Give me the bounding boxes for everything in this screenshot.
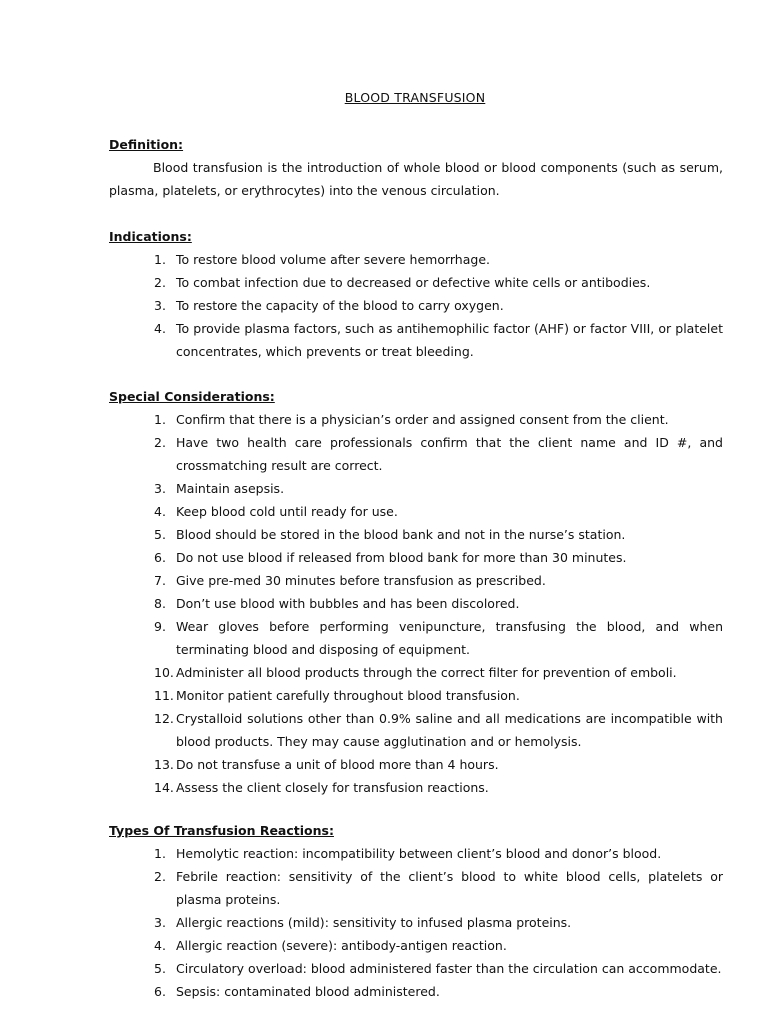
list-item-number: [109, 569, 176, 592]
list-item-number: [109, 477, 176, 500]
list-item: [109, 431, 723, 477]
list-item-number: [109, 408, 176, 431]
list-item: [109, 248, 723, 271]
list-item: [109, 592, 723, 615]
list-item: [109, 294, 723, 317]
document-title: BLOOD TRANSFUSION: [344, 90, 486, 105]
list-item-text: Have two health care professionals confirm that the client name and ID #, and crossmatching result are correct.: [176, 435, 723, 473]
list-item: [109, 408, 723, 431]
list-item-number: [109, 592, 176, 615]
list-item-number: [109, 684, 176, 707]
reactions-heading: Types Of Transfusion Reactions:: [109, 823, 334, 838]
list-item: [109, 317, 723, 363]
list-item-number: [109, 615, 176, 661]
list-item-number: [109, 431, 176, 477]
list-item-number-text: 8.: [154, 596, 166, 611]
list-item: [109, 776, 723, 799]
indications-section: [109, 225, 723, 363]
list-item: [109, 615, 723, 661]
list-item-text: Keep blood cold until ready for use.: [176, 504, 398, 519]
list-item-number: [109, 980, 176, 1003]
indications-list: [109, 248, 723, 363]
list-item-number: [109, 500, 176, 523]
list-item-number-text: 6.: [154, 550, 166, 565]
list-item-number-text: 1.: [154, 412, 166, 427]
list-item-number: [109, 776, 176, 799]
list-item-text: Don’t use blood with bubbles and has been discolored.: [176, 596, 520, 611]
list-item-number: [109, 934, 176, 957]
list-item-number: [109, 842, 176, 865]
list-item: [109, 911, 723, 934]
reactions-list: [109, 842, 723, 1003]
list-item-number: [109, 294, 176, 317]
list-item-number-text: 4.: [154, 938, 166, 953]
list-item-number: [109, 707, 176, 753]
list-item: [109, 477, 723, 500]
list-item-number: [109, 911, 176, 934]
list-item: [109, 753, 723, 776]
list-item: [109, 684, 723, 707]
list-item: [109, 271, 723, 294]
list-item: [109, 500, 723, 523]
list-item: [109, 661, 723, 684]
list-item-number-text: 2.: [154, 275, 166, 290]
list-item-number-text: 4.: [154, 321, 166, 336]
list-item-text: To provide plasma factors, such as antihemophilic factor (AHF) or factor VIII, or platelet concentrates, which prevents or treat bleeding.: [176, 321, 723, 359]
list-item-number: [109, 248, 176, 271]
list-item-number-text: 2.: [154, 435, 166, 450]
list-item: [109, 569, 723, 592]
list-item-number-text: 5.: [154, 961, 166, 976]
list-item-number: [109, 546, 176, 569]
list-item: [109, 957, 723, 980]
list-item-number-text: 5.: [154, 527, 166, 542]
list-item: [109, 546, 723, 569]
list-item-number-text: 7.: [154, 573, 166, 588]
list-item-text: To restore blood volume after severe hemorrhage.: [176, 252, 490, 267]
indications-heading: Indications:: [109, 229, 192, 244]
list-item: [109, 934, 723, 957]
list-item-text: Blood should be stored in the blood bank and not in the nurse’s station.: [176, 527, 626, 542]
list-item-number-text: 1.: [154, 252, 166, 267]
list-item: [109, 865, 723, 911]
list-item: [109, 980, 723, 1003]
considerations-list: [109, 408, 723, 799]
list-item-number-text: 2.: [154, 869, 166, 884]
list-item-text: Confirm that there is a physician’s order and assigned consent from the client.: [176, 412, 669, 427]
list-item-number-text: 10.: [154, 665, 174, 680]
list-item-number-text: 1.: [154, 846, 166, 861]
list-item-number: [109, 317, 176, 363]
list-item-number-text: 3.: [154, 915, 166, 930]
list-item-number-text: 12.: [154, 711, 174, 726]
list-item-text: Do not use blood if released from blood bank for more than 30 minutes.: [176, 550, 627, 565]
list-item-text: Sepsis: contaminated blood administered.: [176, 984, 440, 999]
list-item-number: [109, 661, 176, 684]
list-item-number-text: 9.: [154, 619, 166, 634]
list-item-text: Hemolytic reaction: incompatibility between client’s blood and donor’s blood.: [176, 846, 662, 861]
list-item-number: [109, 865, 176, 911]
list-item-number: [109, 523, 176, 546]
list-item-text: Assess the client closely for transfusion reactions.: [176, 780, 489, 795]
list-item-text: Febrile reaction: sensitivity of the client’s blood to white blood cells, platelets or plasma proteins.: [176, 869, 723, 907]
list-item-text: To combat infection due to decreased or defective white cells or antibodies.: [176, 275, 651, 290]
list-item-number-text: 4.: [154, 504, 166, 519]
list-item-text: Allergic reactions (mild): sensitivity to infused plasma proteins.: [176, 915, 572, 930]
list-item: [109, 523, 723, 546]
definition-text: Blood transfusion is the introduction of whole blood or blood components (such as serum, plasma, platelets, or erythrocytes) into the venous circulation.: [109, 160, 723, 198]
list-item-number-text: 3.: [154, 298, 166, 313]
list-item-text: Wear gloves before performing venipuncture, transfusing the blood, and when terminating blood and disposing of equipment.: [176, 619, 723, 657]
considerations-section: [109, 385, 723, 799]
list-item-number-text: 11.: [154, 688, 174, 703]
list-item-text: Monitor patient carefully throughout blood transfusion.: [176, 688, 520, 703]
definition-heading: Definition:: [109, 137, 184, 152]
list-item-text: Do not transfuse a unit of blood more than 4 hours.: [176, 757, 499, 772]
considerations-heading: Special Considerations:: [109, 389, 275, 404]
list-item-number: [109, 753, 176, 776]
definition-section: [109, 133, 723, 202]
list-item: [109, 842, 723, 865]
list-item-text: Crystalloid solutions other than 0.9% saline and all medications are incompatible with blood products. They may cause agglutination and or hemolysis.: [176, 711, 723, 749]
list-item: [109, 707, 723, 753]
list-item-text: Give pre-med 30 minutes before transfusion as prescribed.: [176, 573, 546, 588]
list-item-number-text: 13.: [154, 757, 174, 772]
list-item-number-text: 14.: [154, 780, 174, 795]
reactions-section: [109, 819, 723, 1003]
list-item-text: Maintain asepsis.: [176, 481, 285, 496]
list-item-number-text: 6.: [154, 984, 166, 999]
list-item-text: Allergic reaction (severe): antibody-antigen reaction.: [176, 938, 507, 953]
list-item-number: [109, 957, 176, 980]
list-item-text: Administer all blood products through the correct filter for prevention of emboli.: [176, 665, 677, 680]
list-item-number-text: 3.: [154, 481, 166, 496]
list-item-text: To restore the capacity of the blood to carry oxygen.: [176, 298, 504, 313]
list-item-text: Circulatory overload: blood administered faster than the circulation can accommodate.: [176, 961, 722, 976]
list-item-number: [109, 271, 176, 294]
